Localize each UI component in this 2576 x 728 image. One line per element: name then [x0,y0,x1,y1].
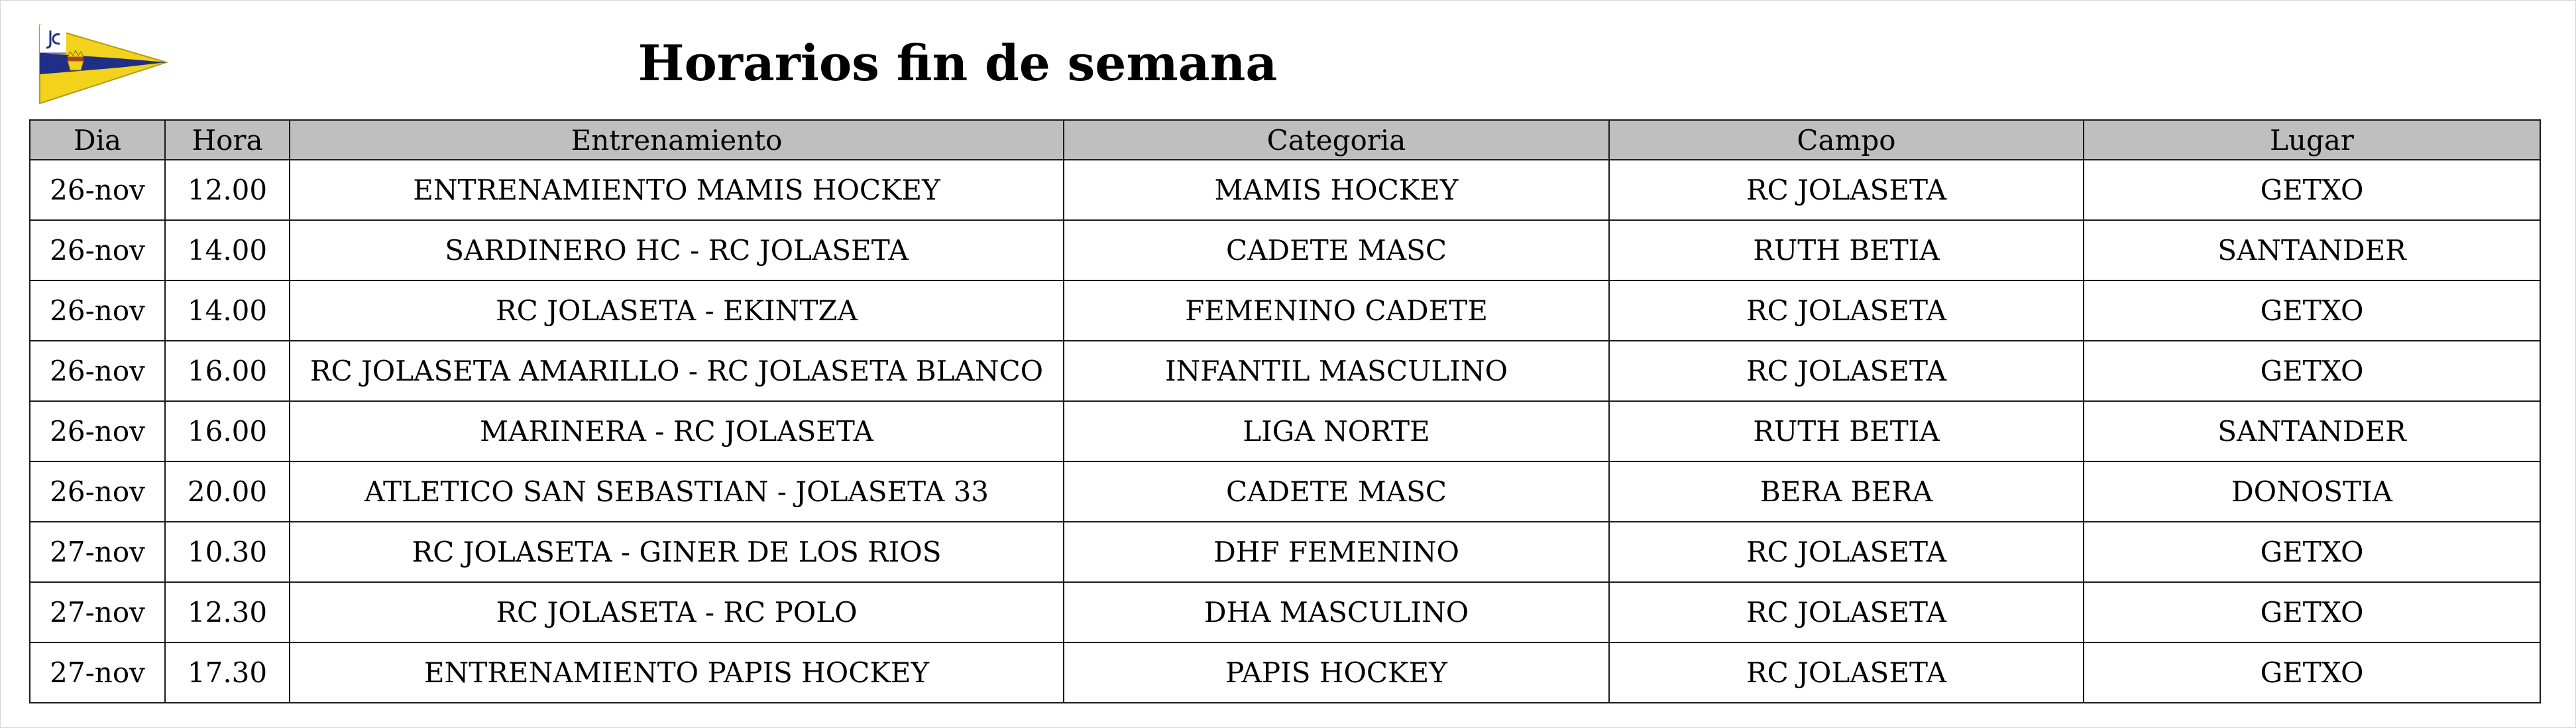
cell-lugar: DONOSTIA [2084,461,2540,522]
column-header-hora: Hora [165,120,290,160]
cell-campo: RC JOLASETA [1609,160,2084,220]
cell-lugar: GETXO [2084,160,2540,220]
cell-categoria: CADETE MASC [1064,220,1609,280]
cell-lugar: GETXO [2084,522,2540,582]
table-row [30,160,2540,220]
cell-entrenamiento: ENTRENAMIENTO MAMIS HOCKEY [290,160,1064,220]
table-row [30,280,2540,341]
cell-categoria: PAPIS HOCKEY [1064,642,1609,703]
cell-categoria: FEMENINO CADETE [1064,280,1609,341]
cell-entrenamiento: MARINERA - RC JOLASETA [290,401,1064,461]
cell-campo: RC JOLASETA [1609,522,2084,582]
table-header-row [30,120,2540,160]
cell-entrenamiento: RC JOLASETA - EKINTZA [290,280,1064,341]
cell-entrenamiento: RC JOLASETA - RC POLO [290,582,1064,642]
table-row [30,461,2540,522]
cell-dia: 26-nov [30,160,165,220]
table-row [30,341,2540,401]
cell-dia: 26-nov [30,280,165,341]
table-row [30,642,2540,703]
table-row [30,401,2540,461]
cell-hora: 14.00 [165,280,290,341]
cell-categoria: MAMIS HOCKEY [1064,160,1609,220]
column-header-campo: Campo [1609,120,2084,160]
column-header-entrenamiento: Entrenamiento [290,120,1064,160]
cell-entrenamiento: RC JOLASETA - GINER DE LOS RIOS [290,522,1064,582]
cell-hora: 17.30 [165,642,290,703]
cell-dia: 26-nov [30,461,165,522]
page-title: Horarios fin de semana [638,35,1278,92]
cell-campo: RUTH BETIA [1609,401,2084,461]
column-header-categoria: Categoria [1064,120,1609,160]
cell-categoria: DHF FEMENINO [1064,522,1609,582]
cell-categoria: INFANTIL MASCULINO [1064,341,1609,401]
cell-dia: 26-nov [30,401,165,461]
cell-campo: RC JOLASETA [1609,642,2084,703]
cell-campo: RC JOLASETA [1609,341,2084,401]
schedule-table [29,119,2541,703]
cell-entrenamiento: ENTRENAMIENTO PAPIS HOCKEY [290,642,1064,703]
cell-dia: 27-nov [30,642,165,703]
cell-entrenamiento: RC JOLASETA AMARILLO - RC JOLASETA BLANCO [290,341,1064,401]
cell-categoria: LIGA NORTE [1064,401,1609,461]
cell-dia: 26-nov [30,341,165,401]
cell-campo: RUTH BETIA [1609,220,2084,280]
cell-campo: RC JOLASETA [1609,582,2084,642]
column-header-dia: Dia [30,120,165,160]
cell-hora: 10.30 [165,522,290,582]
cell-entrenamiento: SARDINERO HC - RC JOLASETA [290,220,1064,280]
cell-hora: 14.00 [165,220,290,280]
column-header-lugar: Lugar [2084,120,2540,160]
cell-lugar: GETXO [2084,341,2540,401]
cell-lugar: GETXO [2084,642,2540,703]
cell-hora: 12.00 [165,160,290,220]
cell-categoria: CADETE MASC [1064,461,1609,522]
cell-entrenamiento: ATLETICO SAN SEBASTIAN - JOLASETA 33 [290,461,1064,522]
cell-lugar: SANTANDER [2084,220,2540,280]
cell-dia: 27-nov [30,582,165,642]
cell-dia: 27-nov [30,522,165,582]
cell-categoria: DHA MASCULINO [1064,582,1609,642]
cell-lugar: GETXO [2084,582,2540,642]
cell-campo: RC JOLASETA [1609,280,2084,341]
cell-campo: BERA BERA [1609,461,2084,522]
cell-hora: 20.00 [165,461,290,522]
cell-hora: 12.30 [165,582,290,642]
table-row [30,522,2540,582]
table-row [30,220,2540,280]
cell-lugar: SANTANDER [2084,401,2540,461]
cell-hora: 16.00 [165,401,290,461]
cell-lugar: GETXO [2084,280,2540,341]
table-row [30,582,2540,642]
cell-dia: 26-nov [30,220,165,280]
cell-hora: 16.00 [165,341,290,401]
